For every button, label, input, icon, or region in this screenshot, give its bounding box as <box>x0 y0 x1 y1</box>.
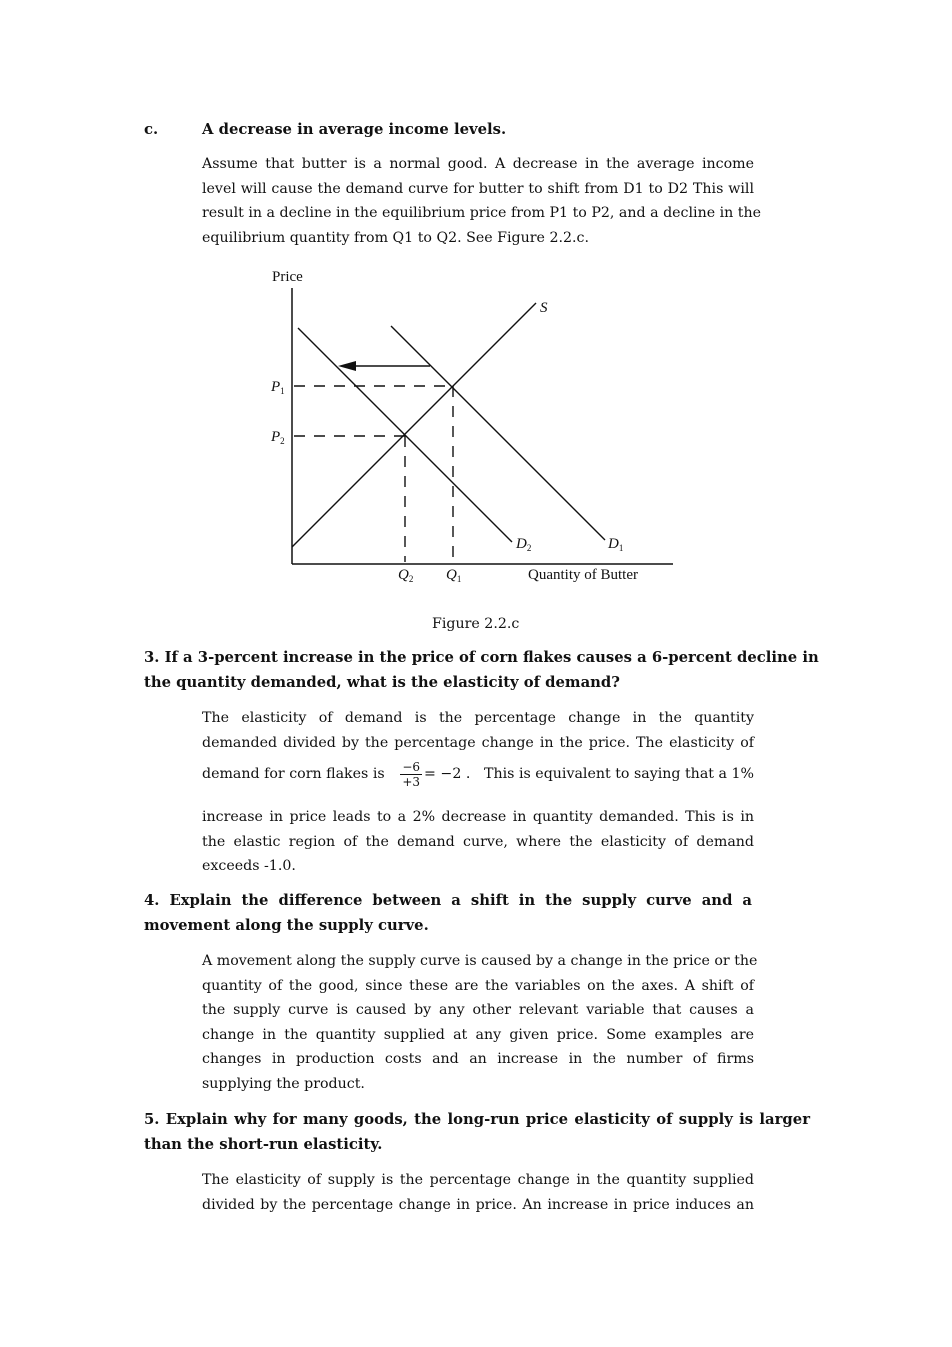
elasticity-formula-line <box>202 760 754 789</box>
heading-line: than the short-run elasticity. <box>144 1135 383 1153</box>
paragraph-line: level will cause the demand curve for butter to shift from D1 to D2 This will <box>202 180 754 197</box>
demand-curve-d1 <box>391 326 605 540</box>
question-3-answer-cont <box>202 805 754 879</box>
question-5-answer <box>202 1168 754 1217</box>
heading-line: the quantity demanded, what is the elasticity of demand? <box>144 673 620 691</box>
q1-label: $Q_1$ <box>446 567 462 584</box>
paragraph-line: Assume that butter is a normal good. A decrease in the average income <box>202 156 754 172</box>
paragraph-line: supplying the product. <box>202 1075 365 1092</box>
heading-line: 5. Explain why for many goods, the long-run price elasticity of supply is larger <box>144 1111 810 1128</box>
elasticity-formula <box>398 760 470 789</box>
question-3-heading <box>144 646 819 695</box>
x-axis-label: Quantity of Butter <box>528 567 638 583</box>
fraction-numerator: −6 <box>402 760 421 774</box>
d2-label: $D_2$ <box>516 536 532 553</box>
paragraph-line: The elasticity of supply is the percentage change in the quantity supplied <box>202 1172 754 1188</box>
y-axis-label: Price <box>272 269 303 285</box>
paragraph-line: exceeds -1.0. <box>202 858 296 875</box>
supply-label: S <box>540 300 548 316</box>
paragraph-line: A movement along the supply curve is caused by a change in the price or the <box>202 953 758 969</box>
elasticity-fraction <box>400 760 422 789</box>
paragraph-line: the elastic region of the demand curve, where the elasticity of demand <box>202 833 754 850</box>
paragraph-line: result in a decline in the equilibrium price from P1 to P2, and a decline in the <box>202 205 762 222</box>
formula-trailing-text: This is equivalent to saying that a 1% <box>484 766 754 783</box>
demand-curve-d2 <box>298 328 512 542</box>
paragraph-line: changes in production costs and an increase in the number of firms <box>202 1051 754 1068</box>
paragraph-line: the supply curve is caused by any other relevant variable that causes a <box>202 1002 754 1019</box>
paragraph-line: change in the quantity supplied at any given price. Some examples are <box>202 1026 754 1043</box>
p1-label: $P_1$ <box>271 379 285 396</box>
q2-label: $Q_2$ <box>398 567 414 584</box>
fraction-denominator: +3 <box>402 775 421 789</box>
formula-lead-text: demand for corn flakes is <box>202 766 385 783</box>
heading-line: 3. If a 3-percent increase in the price of corn flakes causes a 6-percent decline in <box>144 649 819 666</box>
section-title: A decrease in average income levels. <box>202 121 507 138</box>
heading-line: 4. Explain the difference between a shift in the supply curve and a <box>144 892 752 909</box>
paragraph-line: increase in price leads to a 2% decrease in quantity demanded. This is in <box>202 809 754 825</box>
section-c-paragraph <box>202 152 762 250</box>
supply-demand-figure <box>260 262 690 592</box>
p2-label: $P_2$ <box>271 429 285 446</box>
figure-caption: Figure 2.2.c <box>432 616 520 632</box>
formula-result: = −2 . <box>424 766 471 783</box>
section-label: c. <box>144 121 159 138</box>
paragraph-line: The elasticity of demand is the percentage change in the quantity <box>202 710 754 726</box>
paragraph-line: quantity of the good, since these are the variables on the axes. A shift of <box>202 977 754 994</box>
question-5-heading <box>144 1108 810 1157</box>
paragraph-line: equilibrium quantity from Q1 to Q2. See Figure 2.2.c. <box>202 229 589 246</box>
question-4-answer <box>202 949 758 1097</box>
question-3-answer <box>202 706 754 755</box>
paragraph-line: divided by the percentage change in price. An increase in price induces an <box>202 1196 754 1213</box>
d1-label: $D_1$ <box>608 536 624 553</box>
shift-arrow-head <box>338 361 356 371</box>
paragraph-line: demanded divided by the percentage change in the price. The elasticity of <box>202 734 754 751</box>
question-4-heading <box>144 889 752 938</box>
supply-curve <box>292 303 536 547</box>
heading-line: movement along the supply curve. <box>144 916 429 934</box>
